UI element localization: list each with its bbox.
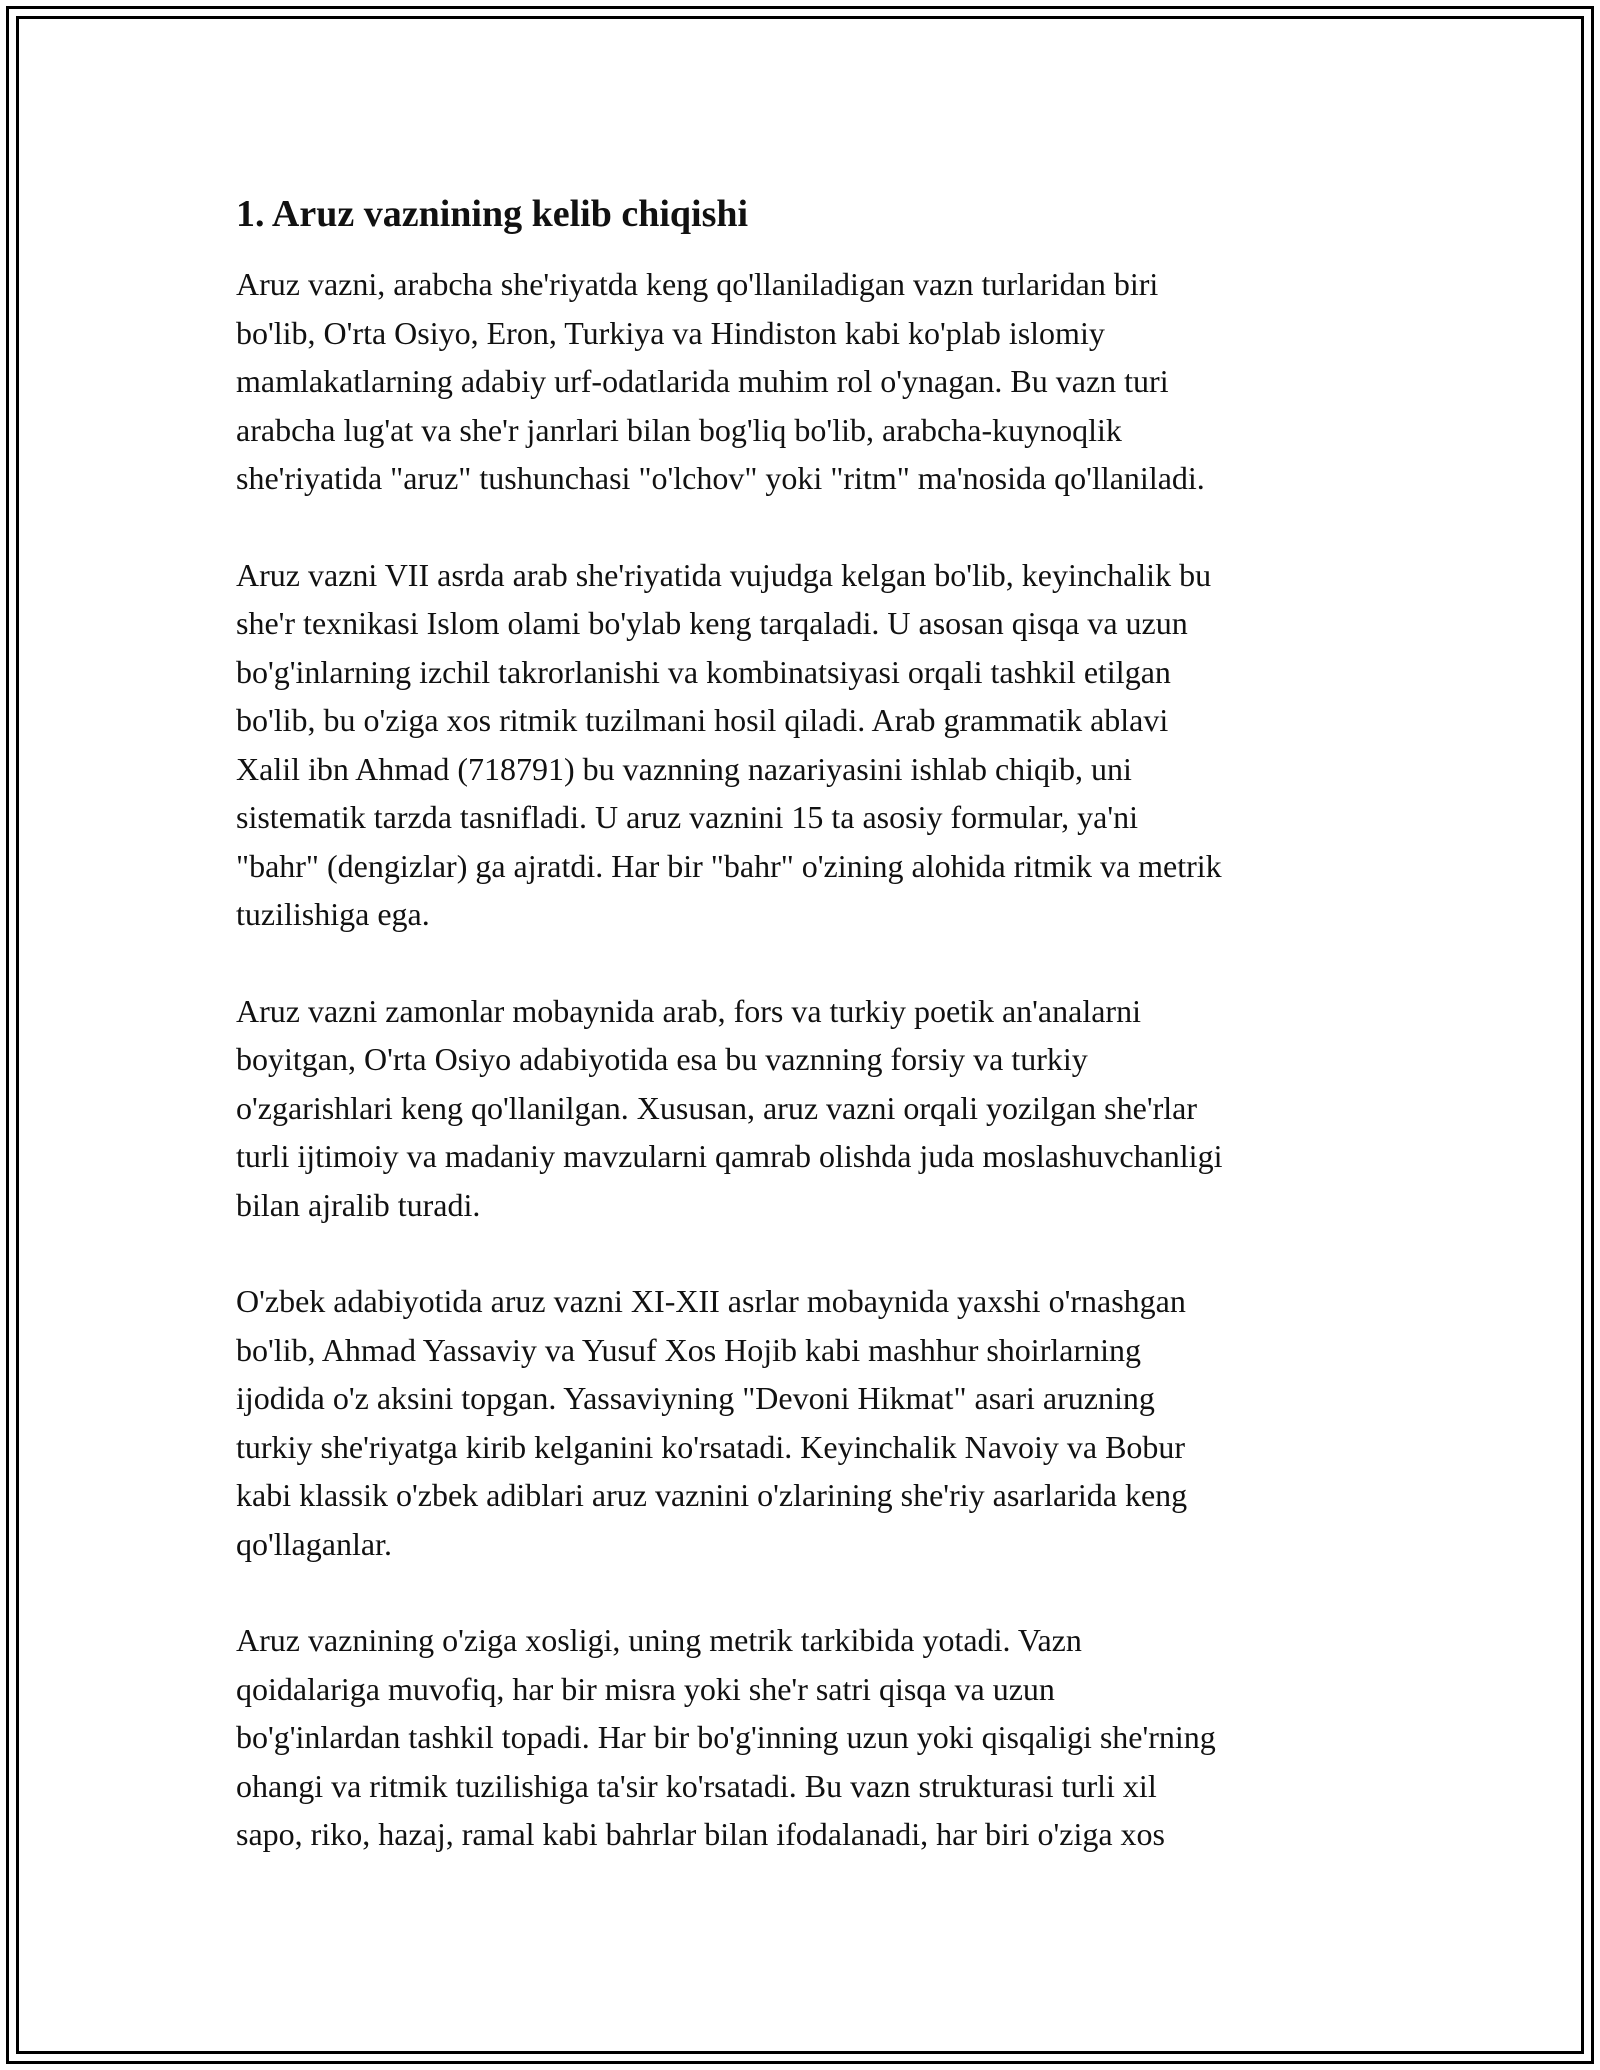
section-heading: 1. Aruz vaznining kelib chiqishi [236, 193, 749, 235]
paragraph-5: Aruz vaznining o'ziga xosligi, uning metrik tarkibida yotadi. Vazn qoidalariga muvofiq, har bir misra yoki she'r satri qisqa va uzun bo'g'inlardan tashkil topadi. Har bir bo'g'inning uzun yoki qisqaligi she'rning ohangi va ritmik tuzilishiga ta'sir ko'rsatadi. Bu vazn strukturasi turli xil sapo, riko, hazaj, ramal kabi bahrlar bilan ifodalanadi, har biri o'ziga xos [236, 1622, 1216, 1852]
paragraph-1: Aruz vazni, arabcha she'riyatda keng qo'llaniladigan vazn turlaridan biri bo'lib, O'rta Osiyo, Eron, Turkiya va Hindiston kabi ko'plab islomiy mamlakatlarning adabiy urf-odatlarida muhim rol o'ynagan. Bu vazn turi arabcha lug'at va she'r janrlari bilan bog'liq bo'lib, arabcha-kuynoqlik she'riyatida "aruz" tushunchasi "o'lchov" yoki "ritm" ma'nosida qo'llaniladi. [236, 266, 1205, 496]
paragraph-4: O'zbek adabiyotida aruz vazni XI-XII asrlar mobaynida yaxshi o'rnashgan bo'lib, Ahmad Yassaviy va Yusuf Xos Hojib kabi mashhur shoirlarning ijodida o'z aksini topgan. Yassaviyning "Devoni Hikmat" asari aruzning turkiy she'riyatga kirib kelganini ko'rsatadi. Keyinchalik Navoiy va Bobur kabi klassik o'zbek adiblari aruz vaznini o'zlarining she'riy asarlarida keng qo'llaganlar. [236, 1283, 1188, 1562]
paragraph-2: Aruz vazni VII asrda arab she'riyatida vujudga kelgan bo'lib, keyinchalik bu she'r texnikasi Islom olami bo'ylab keng tarqaladi. U asosan qisqa va uzun bo'g'inlarning izchil takrorlanishi va kombinatsiyasi orqali tashkil etilgan bo'lib, bu o'ziga xos ritmik tuzilmani hosil qiladi. Arab grammatik ablavi Xalil ibn Ahmad (718791) bu vaznning nazariyasini ishlab chiqib, uni sistematik tarzda tasnifladi. U aruz vaznini 15 ta asosiy formular, ya'ni "bahr" (dengizlar) ga ajratdi. Har bir "bahr" o'zining alohida ritmik va metrik tuzilishiga ega. [236, 556, 1222, 932]
document-body [236, 186, 1376, 1907]
paragraph-3: Aruz vazni zamonlar mobaynida arab, fors va turkiy poetik an'analarni boyitgan, O'rta Osiyo adabiyotida esa bu vaznning forsiy va turkiy o'zgarishlari keng qo'llanilgan. Xususan, aruz vazni orqali yozilgan she'rlar turli ijtimoiy va madaniy mavzularni qamrab olishda juda moslashuvchanligi bilan ajralib turadi. [236, 992, 1223, 1223]
